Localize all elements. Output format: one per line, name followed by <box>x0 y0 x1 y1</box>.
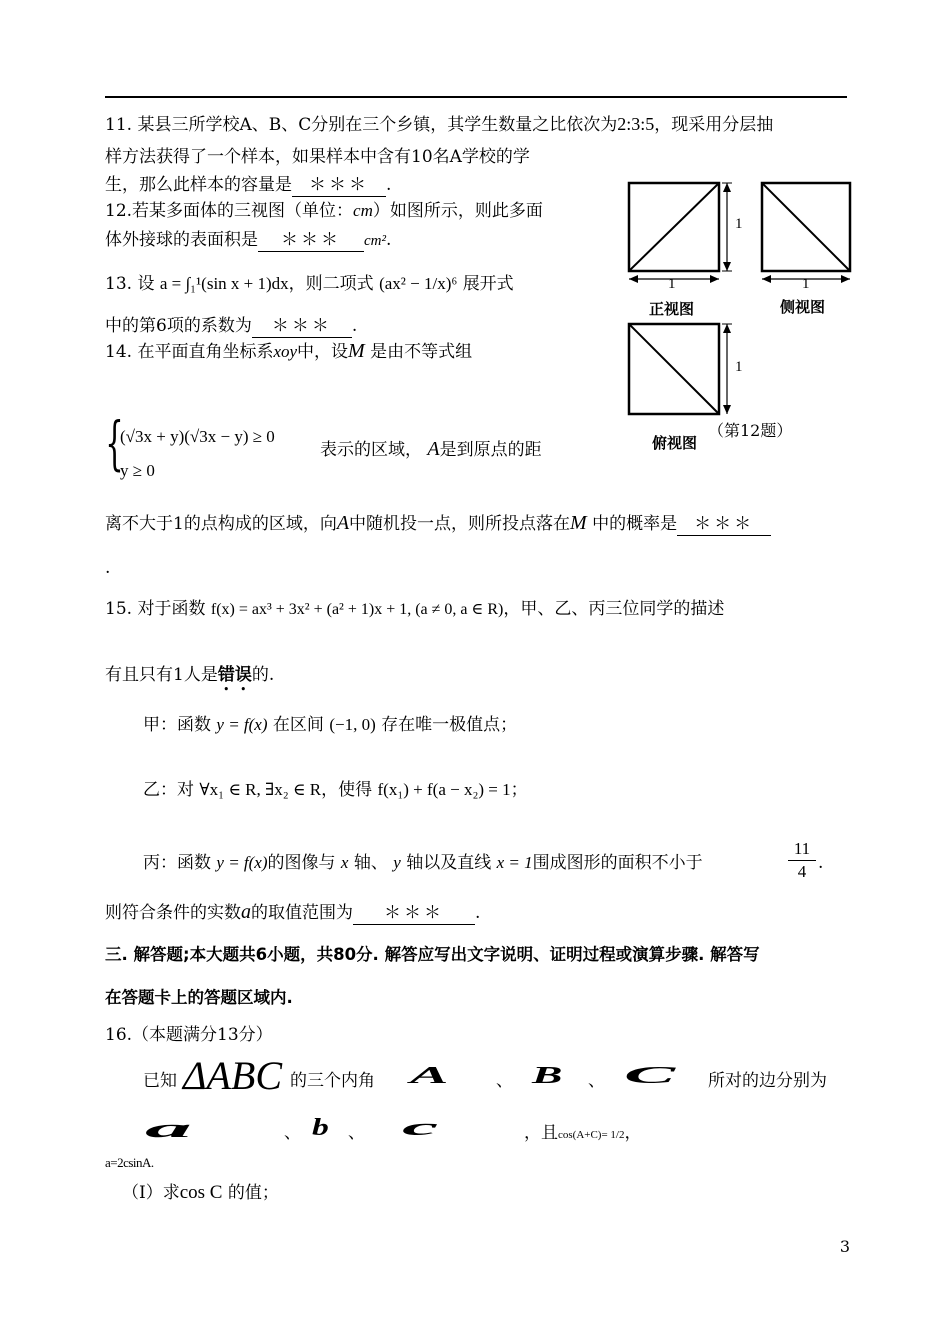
q11-line3: 生，那么此样本的容量是 ＊＊＊ . <box>105 175 392 195</box>
q16-line3: a=2csinA. <box>105 1155 154 1170</box>
triangle-abc: ΔABC <box>183 1053 283 1098</box>
q16-cond: ，且cos(A+C)= 1/2， <box>524 1123 642 1143</box>
side-b: b <box>312 1115 329 1141</box>
cos-condition: cos(A+C)= 1/2 <box>558 1129 625 1141</box>
q15-line1: 15. 对于函数 f(x) = ax³ + 3x² + (a² + 1)x + 1, (a ≠ 0, a ∈ R)，甲、乙、丙三位同学的描述 <box>105 599 725 619</box>
section3-line2: 在答题卡上的答题区域内. <box>105 988 293 1007</box>
answer-blank: ＊＊＊ <box>353 902 475 925</box>
q15-line2: 有且只有1人是错误的. <box>105 665 275 685</box>
q14-ineq-text: 表示的区域， A是到原点的距 <box>320 438 542 460</box>
q14-line4: . <box>105 558 111 578</box>
q11-line1: 11. 某县三所学校A、B、C分别在三个乡镇，其学生数量之比依次为2:3:5，现采用分层抽 <box>105 114 774 135</box>
top-view-label: 俯视图 <box>652 434 698 452</box>
q16-line1-end: 所对的边分别为 <box>708 1071 827 1091</box>
q15-bing-end: . <box>818 853 824 873</box>
angle-c: C <box>624 1063 676 1089</box>
q12-line2: 体外接球的表面积是 ＊＊＊ cm². <box>105 230 392 250</box>
angle-b: B <box>532 1063 563 1089</box>
side-c: c <box>402 1115 439 1141</box>
q15-yi: 乙：对 ∀x₁ ∈ R, ∃x₂ ∈ R，使得 f(x₁) + f(a − x₂) = 1； <box>143 780 528 800</box>
side-view-label: 侧视图 <box>780 298 826 316</box>
q16-line1-mid: 的三个内角 <box>290 1071 375 1091</box>
dim-front-width: 1 <box>668 276 676 292</box>
dim-top-height: 1 <box>735 359 743 375</box>
answer-blank: ＊＊＊ <box>292 174 386 197</box>
q11-line2: 样方法获得了一个样本，如果样本中含有10名A学校的学 <box>105 147 530 167</box>
three-view-figure <box>612 176 852 461</box>
sep-1: 、 <box>496 1071 513 1091</box>
integral-expr: a = ∫₁¹(sin x + 1)dx <box>159 274 289 293</box>
q14-line3: 离不大于1的点构成的区域，向A中随机投一点，则所投点落在M 中的概率是 ＊＊＊ <box>105 512 771 536</box>
q15-last: 则符合条件的实数a的取值范围为 ＊＊＊ . <box>105 901 481 923</box>
q15-bing: 丙：函数 y = f(x)的图像与 x 轴、 y 轴以及直线 x = 1围成图形的面积不小于 <box>143 853 703 873</box>
sep-3: 、 <box>284 1123 301 1143</box>
front-view-label: 正视图 <box>649 300 695 318</box>
function-expr: f(x) = ax³ + 3x² + (a² + 1)x + 1, (a ≠ 0, a ∈ R) <box>210 601 504 618</box>
dim-side-width: 1 <box>802 276 810 292</box>
fraction-11-4: 11 4 <box>788 838 816 883</box>
emphasis-wrong: 错误 <box>217 665 252 685</box>
figure-caption: （第12题） <box>708 421 793 440</box>
brace: { <box>105 409 124 477</box>
q13-line2: 中的第6项的系数为 ＊＊＊ . <box>105 316 358 336</box>
side-a: a <box>145 1114 192 1143</box>
q16-header: 16.（本题满分13分） <box>105 1025 273 1045</box>
sep-4: 、 <box>348 1123 365 1143</box>
page-number: 3 <box>839 1237 850 1256</box>
angle-a: A <box>410 1063 449 1089</box>
q14-ineq1: (√3x + y)(√3x − y) ≥ 0 <box>120 427 275 446</box>
answer-blank: ＊＊＊ <box>258 229 364 252</box>
q14-ineq2: y ≥ 0 <box>120 461 155 480</box>
section3-line1: 三. 解答题;本大题共6小题，共80分. 解答应写出文字说明、证明过程或演算步骤. 解答写 <box>105 945 760 964</box>
ratio: 2:3:5 <box>617 114 655 134</box>
q16-line1: 已知 <box>143 1071 177 1091</box>
q13-line1: 13. 设 a = ∫₁¹(sin x + 1)dx，则二项式 (ax² − 1/x)⁶ 展开式 <box>105 274 514 294</box>
answer-blank: ＊＊＊ <box>677 513 771 536</box>
q15-jia: 甲：函数 y = f(x) 在区间 (−1, 0) 存在唯一极值点； <box>143 715 518 735</box>
answer-blank: ＊＊＊ <box>252 315 352 338</box>
q12-line1: 12.若某多面体的三视图（单位：cm）如图所示，则此多面 <box>105 201 543 221</box>
sep-2: 、 <box>588 1071 605 1091</box>
q16-part1: （Ⅰ）求cos C 的值； <box>122 1182 279 1203</box>
dim-front-height: 1 <box>735 216 743 232</box>
q14-line1: 14. 在平面直角坐标系xoy中，设M 是由不等式组 <box>105 340 473 362</box>
binomial-expr: (ax² − 1/x)⁶ <box>379 274 458 293</box>
header-rule <box>105 96 847 98</box>
